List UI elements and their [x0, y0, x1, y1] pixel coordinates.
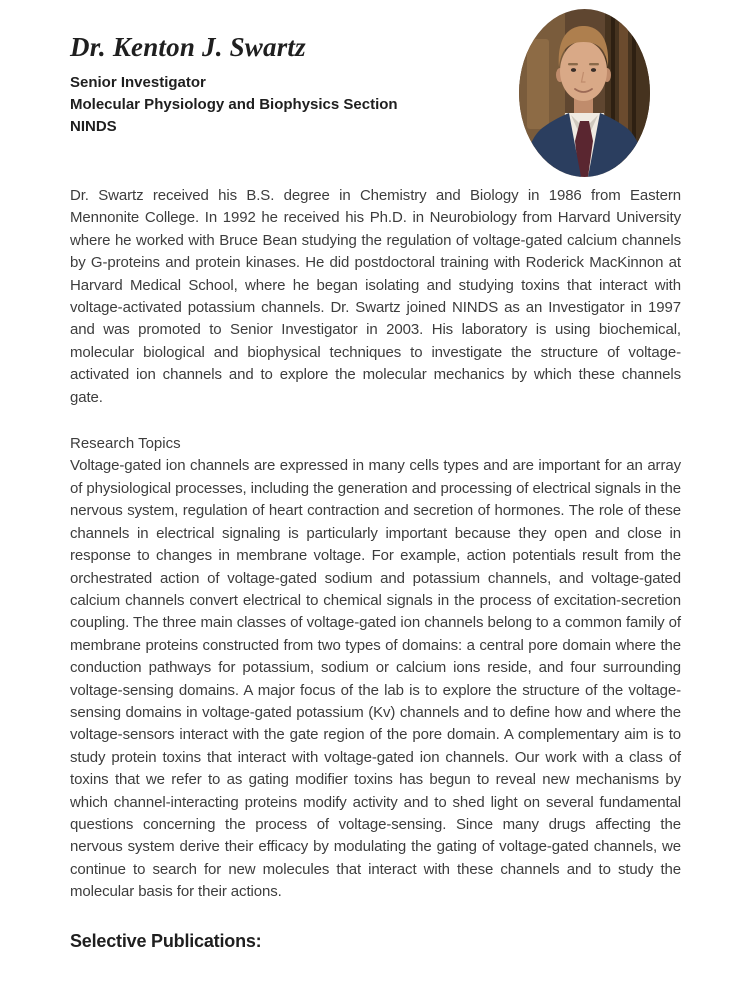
portrait-eye-left: [571, 68, 576, 72]
photo-background-left-panel: [527, 39, 549, 129]
portrait-photo-illustration: [519, 9, 650, 177]
portrait-photo: [519, 9, 650, 177]
portrait-eye-right: [591, 68, 596, 72]
portrait-brow-left: [568, 63, 578, 65]
subtitle-institute-name: NINDS: [70, 118, 117, 135]
page-title: Dr. Kenton J. Swartz: [70, 32, 306, 62]
research-topics-heading: Research Topics: [70, 435, 181, 453]
bio-paragraph: Dr. Swartz received his B.S. degree in Chemistry and Biology in 1986 from Eastern Mennonite College. In 1992 he received his Ph.D. in Neurobiology from Harvard University where he worked with Bruce Bean studying the regulation of voltage-gated calcium channels by G-proteins and protein kinases. He did postdoctoral training with Roderick MacKinnon at Harvard Medical School, where he began isolating and studying toxins that interact with voltage-activated potassium channels. Dr. Swartz joined NINDS as an Investigator in 1997 and was promoted to Senior Investigator in 2003. His laboratory is using biochemical, molecular biological and biophysical techniques to investigate the structure of voltage-activated ion channels and to explore the molecular mechanics by which these channels gate.: [70, 187, 681, 406]
subtitle-section-name: Molecular Physiology and Biophysics Section: [70, 96, 398, 113]
portrait-brow-right: [589, 63, 599, 65]
subtitle-investigator-title: Senior Investigator: [70, 74, 206, 91]
photo-background-bar-3: [632, 9, 636, 177]
publications-heading: Selective Publications:: [70, 930, 262, 951]
research-topics-paragraph: Voltage-gated ion channels are expressed in many cells types and are important for an array of physiological processes, including the generation and processing of electrical signals in the nervous system, regulation of heart contraction and secretion of hormones. The role of these channels in electrical signaling is particularly important because they open and close in response to changes in membrane voltage. For example, action potentials result from the orchestrated action of voltage-gated sodium and potassium channels, and voltage-gated calcium channels convert electrical to chemical signals in the process of excitation-secretion coupling. The three main classes of voltage-gated ion channels belong to a common family of membrane proteins constructed from two types of domains: a central pore domain where the conduction pathways for potassium, sodium or calcium ions reside, and four surrounding voltage-sensing domains. A major focus of the lab is to explore the structure of the voltage-sensing domains in voltage-gated potassium (Kv) channels and to define how and where the voltage-sensors interact with the gate region of the pore domain. A complementary aim is to study protein toxins that interact with voltage-gated ion channels. Our work with a class of toxins that we refer to as gating modifier toxins has begun to reveal new mechanisms by which channel-interacting proteins modify activity and to shed light on several fundamental questions concerning the process of voltage-sensing. Since many drugs affecting the nervous system derive their efficacy by modulating the gating of voltage-gated channels, we continue to search for new molecules that interact with these channels and to study the molecular basis for their actions.: [70, 457, 681, 901]
